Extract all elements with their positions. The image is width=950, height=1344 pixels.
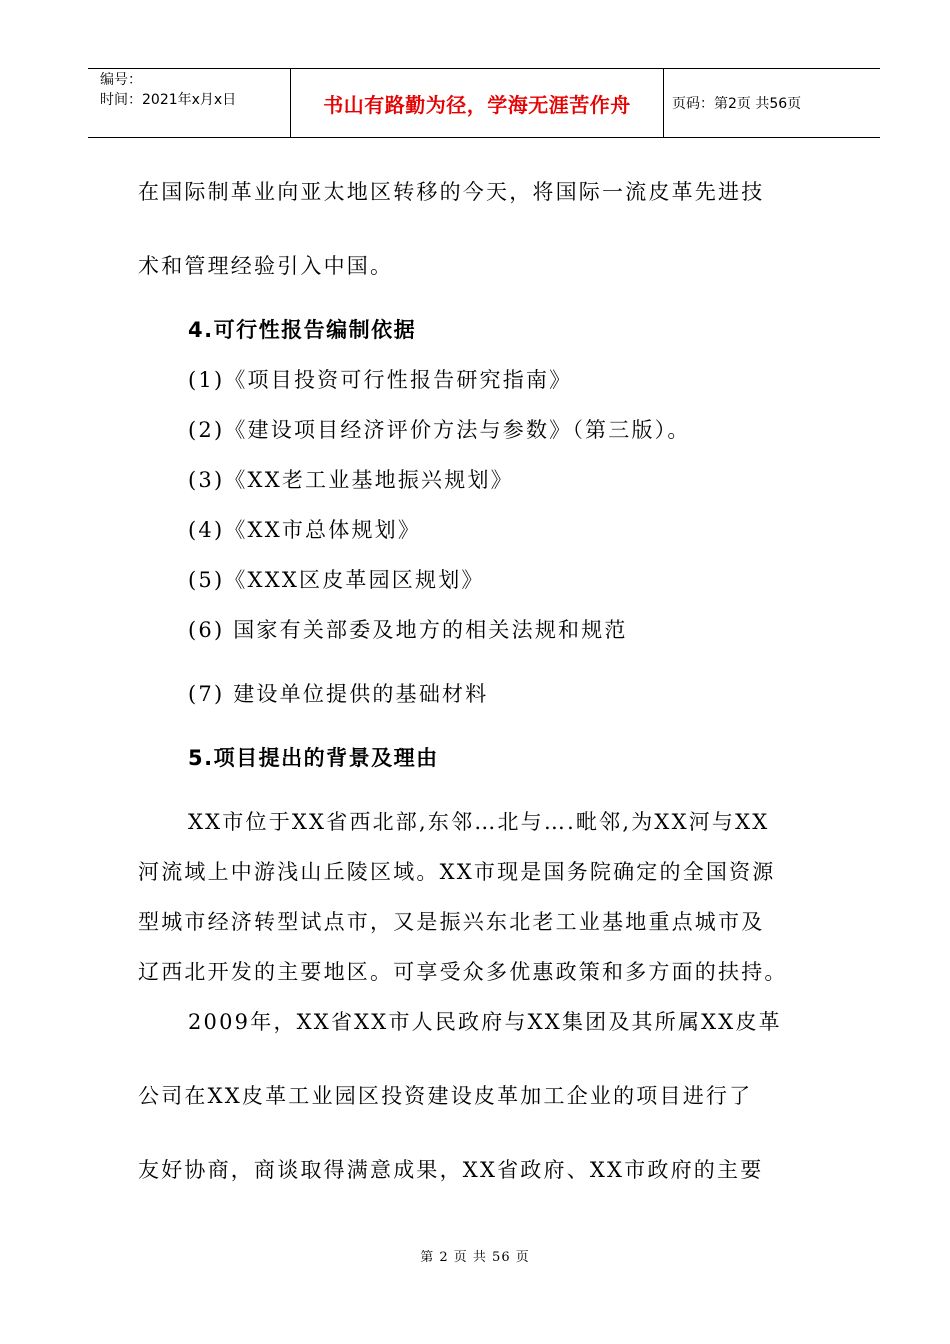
reference-item: (7) 建设单位提供的基础材料 xyxy=(188,682,489,706)
page-footer: 第 2 页 共 56 页 xyxy=(420,1250,530,1265)
reference-item: (2)《建设项目经济评价方法与参数》（第三版）。 xyxy=(188,418,691,442)
header-motto: 书山有路勤为径，学海无涯苦作舟 xyxy=(290,69,664,137)
reference-item: (5)《XXX区皮革园区规划》 xyxy=(188,568,485,592)
paragraph-line: 河流域上中游浅山丘陵区域。XX市现是国务院确定的全国资源 xyxy=(138,860,776,884)
paragraph-line: 术和管理经验引入中国。 xyxy=(138,254,394,278)
section-heading: 5.项目提出的背景及理由 xyxy=(188,746,439,770)
paragraph-line: XX市位于XX省西北部,东邻…北与….毗邻,为XX河与XX xyxy=(188,810,770,834)
page-header xyxy=(88,68,880,138)
paragraph-line: 2009年，XX省XX市人民政府与XX集团及其所属XX皮革 xyxy=(188,1010,782,1034)
section-heading: 4.可行性报告编制依据 xyxy=(188,318,417,342)
reference-item: (6) 国家有关部委及地方的相关法规和规范 xyxy=(188,618,628,642)
header-meta xyxy=(88,69,290,137)
header-page-info: 页码：第2页 共56页 xyxy=(672,96,802,112)
document-time: 时间：2021年x月x日 xyxy=(100,92,237,108)
paragraph-line: 辽西北开发的主要地区。可享受众多优惠政策和多方面的扶持。 xyxy=(138,960,788,984)
paragraph-line: 在国际制革业向亚太地区转移的今天，将国际一流皮革先进技 xyxy=(138,180,765,204)
paragraph-line: 公司在XX皮革工业园区投资建设皮革加工企业的项目进行了 xyxy=(138,1084,753,1108)
paragraph-line: 型城市经济转型试点市，又是振兴东北老工业基地重点城市及 xyxy=(138,910,765,934)
document-number-label: 编号： xyxy=(100,72,142,88)
reference-item: (1)《项目投资可行性报告研究指南》 xyxy=(188,368,573,392)
reference-item: (4)《XX市总体规划》 xyxy=(188,518,422,542)
paragraph-line: 友好协商，商谈取得满意成果，XX省政府、XX市政府的主要 xyxy=(138,1158,764,1182)
reference-item: (3)《XX老工业基地振兴规划》 xyxy=(188,468,514,492)
